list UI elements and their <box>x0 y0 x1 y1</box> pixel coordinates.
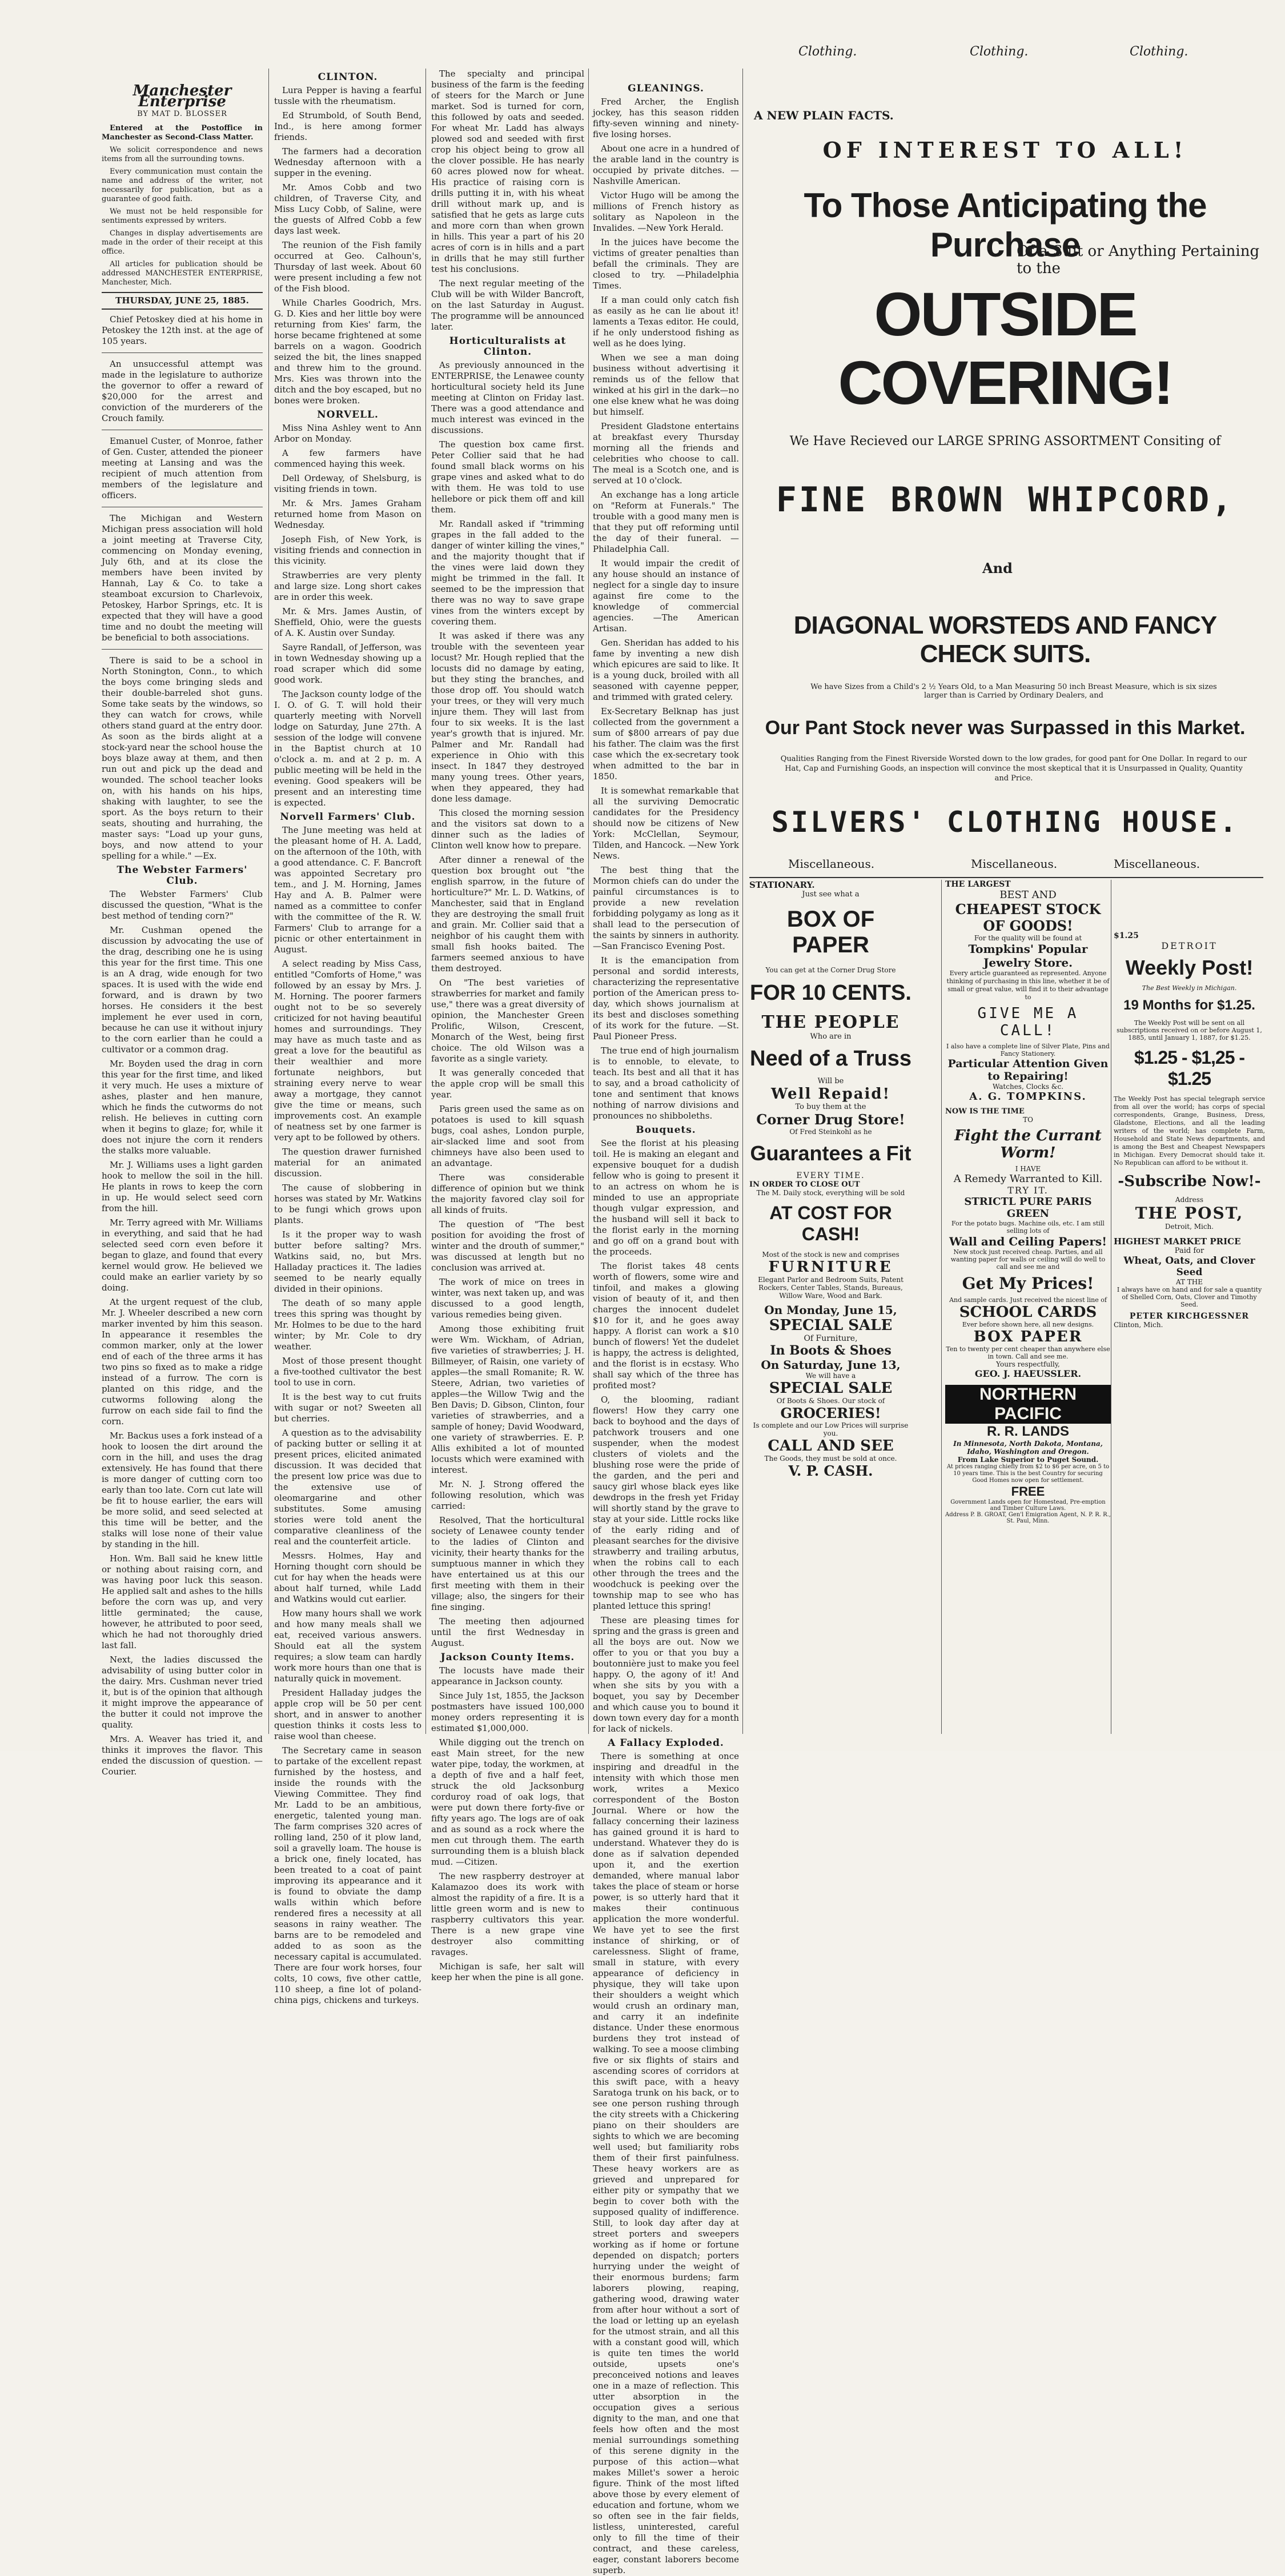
found-at: For the quality will be found at <box>974 934 1082 942</box>
article-paragraph: The question of "The best position for avoiding the frost of winter and the drouth of summer," was discussed at length but no conclusion was arrived at. <box>431 1219 584 1273</box>
article-paragraph: When we see a man doing business without advertising it reminds us of the fellow that winked at his girl in the dark—no one else knew what he was doing but himself. <box>593 352 739 417</box>
article-paragraph: Messrs. Holmes, Hay and Horning thought corn should be cut for hay when the heads were about half turned, while Ladd and Watkins would cut earlier. <box>274 1551 421 1604</box>
box-paper: BOX PAPER <box>973 1328 1083 1345</box>
article-paragraph: Mr. Amos Cobb and two children, of Traverse City, and Miss Lucy Cobb, of Saline, were the guests of Alfred Cobb a few days last week. <box>274 182 421 236</box>
close-out: IN ORDER TO CLOSE OUT <box>749 1180 860 1189</box>
guarantees-fit: Guarantees a Fit <box>750 1141 911 1165</box>
ad-misc-2: Miscellaneous. <box>971 857 1058 871</box>
best-weekly: The Best Weekly in Michigan. <box>1142 984 1237 992</box>
need-truss: Need of a Truss <box>750 1047 911 1071</box>
article-paragraph: Emanuel Custer, of Monroe, father of Gen. Custer, attended the pioneer meeting at Lansing and was the recipient of much attention from members of the legislature and officers. <box>102 436 263 500</box>
article-paragraph: Resolved, That the horticultural society of Lenawee county tender to the ladies of Clinton and vicinity, their hearty thanks for the sumptuous manner in which they have entertained us at this our first meeting with them in their village; also, the singers for their fine singing. <box>431 1515 584 1612</box>
wall-papers: Wall and Ceiling Papers! <box>949 1235 1107 1248</box>
rr-lands: R. R. LANDS <box>987 1424 1069 1439</box>
notice: Every communication must contain the name and address of the writer, not necessarily for publication, but as a guarantee of good faith. <box>102 167 263 203</box>
article-paragraph: The best thing that the Mormon chiefs can do under the painful circumstances is to provide a new revelation forbidding polygamy as long as it shall lead to the persecution of the saints by sinners in authority. —San Francisco Evening Post. <box>593 865 739 951</box>
big-price: $1.25 - $1,25 - $1.25 <box>1134 1047 1245 1089</box>
article-paragraph: O, the blooming, radiant flowers! How they carry one back to boyhood and the days of patchwork trousers and one suspender, when the modest clusters of violets and the blushing rose were the pride of the garden, and the peri and saucy girl whose black eyes like dewdrops in the fresh yet Friday will shortly stand by the grave to stay at your side. Little rocks like of the early riding and of pleasant searches for the divisive strawberry and trailing arbutus, when the robins call to each other through the trees and the woodchuck is peeking over the township map to see who has planted lettuce this spring! <box>593 1395 739 1611</box>
article-paragraph: President Halladay judges the apple crop will be 50 per cent short, and in answer to another question thinks it costs less to raise wool than cheese. <box>274 1688 421 1741</box>
article-paragraph: Victor Hugo will be among the millions of French history as solitary as Napoleon in the Invalides. —New York Herald. <box>593 190 739 233</box>
article-paragraph: There is said to be a school in North Stonington, Conn., to which the boys come bringing sleds and their double-barreled shot guns. Some take seats by the windows, so they can watch for crows, while others stand guard at the entry door. As soon as the birds alight at a stock-yard near the school house the boys blaze away at them, and then run out and pick up the dead and wounded. The school teacher looks on, with his hands on his hips, shaking with laughter, to see the sport. As the boys return to their seats, shouting and hurrahing, the master says: "Load up your guns, boys, and now attend to your spelling for a while." —Ex. <box>102 655 263 861</box>
article-paragraph: It is the emancipation from personal and sordid interests, characterizing the representative portion of the American press to-day, which shows journalism at its best and discloses something of its work for the future. —St. Paul Pioneer Press. <box>593 955 739 1041</box>
every-article: Every article guaranteed as represented. Anyone thinking of purchasing in this line, whether it be of small or great value, will find it to their advantage to <box>946 969 1110 1001</box>
article-paragraph: Mr. J. Williams uses a light garden hook to mellow the soil in the hill. He plants in rows to keep the corn in up. He would select seed corn from the hill. <box>102 1160 263 1213</box>
article-paragraph: The death of so many apple trees this spring was thought by Mr. Holmes to be due to the hard winter; by Mr. Cole to dry weather. <box>274 1298 421 1352</box>
header-clothing-2: Clothing. <box>970 45 1029 59</box>
paris-green: STRICTL PURE PARIS GREEN <box>964 1196 1092 1220</box>
article-paragraph: Is it the proper way to wash butter before salting? Mrs. Watkins said, no, but Mrs. Halladay practices it. The ladies seemed to be nearly equally divided in their opinions. <box>274 1229 421 1294</box>
of-furniture: Of Furniture, <box>804 1334 858 1343</box>
highest-price: HIGHEST MARKET PRICE <box>1114 1236 1241 1247</box>
article-paragraph: The cause of slobbering in horses was stated by Mr. Watkins to be fungi which grows upon plants. <box>274 1183 421 1225</box>
header-clothing-1: Clothing. <box>798 45 857 59</box>
article-paragraph: Mr. Cushman opened the discussion by advocating the use of the drag, describing one he is using this year for the first time. This one is an A drag, wide enough for two spaces. It is used with the wide end forward, and is drawn by two horses. He considers it the best implement he ever used in corn, because he can use it without injury to the corn earlier than he could a cultivator or a common drag. <box>102 925 263 1055</box>
article-paragraph: Mr. Boyden used the drag in corn this year for the first time, and liked it very much. He uses a mixture of ashes, plaster and hen manure, which he finds the cutworms do not relish. He believes in cutting corn when it begins to glaze; for, while it does not injure the corn it renders the stalks more valuable. <box>102 1059 263 1156</box>
get-prices: Get My Prices! <box>962 1274 1094 1293</box>
remedy: A Remedy Warranted to Kill. <box>953 1173 1103 1185</box>
notice: All articles for publication should be addressed MANCHESTER ENTERPRISE, Manchester, Mich. <box>102 260 263 287</box>
currant-worm: Fight the Currant Worm! <box>954 1127 1102 1161</box>
groceries: GROCERIES! <box>780 1405 881 1421</box>
article-paragraph: The reunion of the Fish family occurred at Geo. Calhoun's, Thursday of last week. About 60 were present including a few not of the Fish blood. <box>274 240 421 294</box>
northern-pacific: NORTHERN PACIFIC <box>945 1385 1111 1424</box>
the-people: THE PEOPLE <box>761 1012 900 1032</box>
article-paragraph: The work of mice on trees in winter, was next taken up, and was discussed to a good length, various remedies being given. <box>431 1277 584 1320</box>
article-paragraph: Mr. N. J. Strong offered the following resolution, which was carried: <box>431 1479 584 1511</box>
article-heading: NORVELL. <box>317 409 379 420</box>
to: TO <box>1023 1116 1033 1124</box>
stock-new: Most of the stock is new and comprises <box>762 1251 900 1259</box>
np-prices: At prices ranging chiefly from $2 to $6 per acre, on 5 to 10 years time. This is the best Country for securing Good Homes now open for settlement. <box>946 1464 1110 1484</box>
just-see: Just see what a <box>802 890 860 899</box>
article-heading: GLEANINGS. <box>628 83 704 94</box>
who-are: Who are in <box>810 1032 852 1041</box>
monday-sale: On Monday, June 15, <box>764 1303 897 1317</box>
corner-drug: You can get at the Corner Drug Store <box>765 966 896 974</box>
ad-silvers-house: SILVERS' CLOTHING HOUSE. <box>771 806 1239 839</box>
at-the: AT THE <box>1175 1278 1203 1286</box>
article-paragraph: Ex-Secretary Belknap has just collected from the government a sum of $800 arrears of pay due his father. The claim was the first case which the ex-secretary took when admitted to the bar in 1850. <box>593 706 739 782</box>
post-special: The Weekly Post has special telegraph service from all over the world; has corps of special correspondents, Grange, Business, Dress, Gladstone, Elections, and all the leading writers of the world; has complete Farm, Household and State News departments, and is among the Best and Cheapest Newspapers in Michigan. Every Democrat should take it. No Republican can afford to be without it. <box>1114 1095 1265 1167</box>
best-and: BEST AND <box>999 889 1057 901</box>
column-rule <box>588 69 589 1734</box>
boots-stock: Of Boots & Shoes. Our stock of <box>776 1397 885 1405</box>
article-paragraph: How many hours shall we work and how many meals shall we eat, received various answers. Should eat all the system requires; a slow team can hardly work more hours than one that is naturally quick in movement. <box>274 1608 421 1684</box>
np-states: In Minnesota, North Dakota, Montana, Idaho, Washington and Oregon. <box>953 1440 1103 1456</box>
article-paragraph: Mr. & Mrs. James Austin, of Sheffield, Ohio, were the guests of A. K. Austin over Sunday. <box>274 606 421 638</box>
article-paragraph: Michigan is safe, her salt will keep her when the pine is all gone. <box>431 1961 584 1982</box>
column-rule <box>742 69 743 1734</box>
article-paragraph: The June meeting was held at the pleasant home of H. A. Ladd, on the afternoon of the 10th, with a good attendance. C. F. Bancroft was appointed Secretary pro tem., and J. M. Horning, James Hay and A. B. Palmer were named as a committee to confer with the committee of the R. W. Farmers' Club to arrange for a picnic or other entertainment in August. <box>274 825 421 955</box>
special-sale-1: SPECIAL SALE <box>769 1317 893 1334</box>
goods-sold: The Goods, they must be sold at once. <box>764 1455 897 1463</box>
ad-misc-1: Miscellaneous. <box>788 857 875 871</box>
article-paragraph: On "The best varieties of strawberries for market and family use," there was a great diversity of opinion, the Manchester Green Prolific, Wilson, Crescent, Monarch of the West, being first choice. The old Wilson was a favorite as a single variety. <box>431 977 584 1064</box>
article-heading: Jackson County Items. <box>440 1652 575 1663</box>
article-paragraph: Dell Ordeway, of Shelsburg, is visiting friends in town. <box>274 473 421 494</box>
article-paragraph: This closed the morning session and the visitors sat down to a dinner such as the ladies of Clinton well know how to prepare. <box>431 808 584 851</box>
article-paragraph: The florist takes 48 cents worth of flowers, some wire and tinfoil, and makes a glowing vision of beauty of it, and then charges the innocent dudelet $10 for it, and he goes away happy. A florist can work a $10 bunch of flowers! Yet the dudelet is happy, the actress is delighted, and the florist is in ecstasy. Who shall say which of the three has profited most? <box>593 1261 739 1391</box>
article-paragraph: Sayre Randall, of Jefferson, was in town Wednesday showing up a road scraper which did some good work. <box>274 642 421 685</box>
cost-for-cash: AT COST FOR CASH! <box>769 1203 892 1244</box>
daily-stock: The M. Daily stock, everything will be sold <box>756 1189 905 1197</box>
potato-bugs: For the potato bugs. Machine oils, etc. I am still selling lots of <box>951 1220 1105 1235</box>
call-and-see: CALL AND SEE <box>768 1437 894 1455</box>
ad-divider <box>749 877 1263 878</box>
always-have: I always have on hand and for sale a quantity of Shelled Corn, Oats, Clover and Timothy Seed. <box>1117 1286 1262 1308</box>
article-paragraph: There is something at once inspiring and dreadful in the intensity with which those men work, writes a Mexico correspondent of the Boston Journal. Where or how the fallacy concerning their laziness has gained ground it is hard to understand. Whatever they do is done as if salvation depended upon it, and the exertion demanded, where manual labor takes the place of steam or horse power, is so utterly hard that it makes their continuous application the more wonderful. We have yet to see the first instance of shirking, or of carelessness. Slight of frame, small in stature, with every appearance of deficiency in physique, they will take upon their shoulders a weight which would crush an ordinary man, and carry it an indefinite distance. Under these enormous burdens they trot instead of walking. To see a moose climbing five or six flights of stairs and ascending scores of corridors at this swift pace, with a heavy Saratoga trunk on his back, or to see one person rushing through the city streets with a Chickering piano on their shoulders are sights to which we are becoming well used; but familiarity robs them of their first painfulness. These heavy workers are as grieved and unprepared for either pity or sympathy that we begin to cover both with the supposed quality of indifference. Still, to look day after day at street porters and sweepers working as if home or fortune depended on dispatch; porters hurrying under the weight of their enormous burdens; farm laborers plowing, reaping, gathering wood, drawing water from after hour without a sort of the load or letting up an eyelash for the utmost strain, and all this with a constant good will, which is quite ten times the world outside, upsets one's preconceived notions and leaves one in a maze of reflection. This utter absorption in the occupation gives a serious dignity to the man, and one that feels how often and the most menial surroundings something of this serene dignity in the purpose of this action—what makes Millet's sower a heroic figure. Think of the most lifted above those by every element of education and fortune, whom we so often see in the fair fields, listless, uninterested, careful only to fill the time of their contract, and these careless, eager, constant laborers become superb. <box>593 1751 739 2575</box>
stationary: STATIONARY. <box>749 880 815 890</box>
every-time: EVERY TIME. <box>796 1171 865 1180</box>
kirchgessner: PETER KIRCHGESSNER <box>1129 1312 1250 1321</box>
article-paragraph: President Gladstone entertains at breakfast every Thursday morning all the friends and celebrities who choose to call. The meal is a Scotch one, and is served at 10 o'clock. <box>593 421 739 486</box>
column-3 <box>431 69 584 1982</box>
article-paragraph: The question box came first. Peter Collier said that he had found small black worms on his grape vines and asked what to do with them. He was told to use hellebore or pick them off and kill them. <box>431 439 584 515</box>
article-paragraph: The new raspberry destroyer at Kalamazoo does its work with almost the rapidity of a fire. It is a little green worm and is new to raspberry cultivators this year. There is a new grape vine destroyer also committing ravages. <box>431 1871 584 1957</box>
ad-column-post <box>1114 880 1265 1751</box>
haeussler: GEO. J. HAEUSSLER. <box>974 1368 1082 1379</box>
article-paragraph: Lura Pepper is having a fearful tussle with the rheumatism. <box>274 85 421 106</box>
article-paragraph: It would impair the credit of any house should an instance of neglect for a single day to insure against fire come to the knowledge of commercial agencies. —The American Artisan. <box>593 558 739 634</box>
article-paragraph: A few farmers have commenced haying this week. <box>274 448 421 469</box>
article-paragraph: The locusts have made their appearance in Jackson county. <box>431 1665 584 1686</box>
article-paragraph: The Secretary came in season to partake of the excellent repast furnished by the hostess, and inside the rounds with the Viewing Committee. They find Mr. Ladd to be an ambitious, energetic, talented young man. The farm comprises 320 acres of rolling land, 250 of it plow land, soil a gravelly loam. The house is a brick one, finely located, has been treated to a coat of paint improving its appearance and it is found to obviate the damp walls within which before rendered fires a necessity at all seasons in rainy weather. The barns are to be remodeled and added to as soon as the necessary capital is accumulated. There are four work horses, four colts, 10 cows, five other cattle, 110 sheep, a fine lot of poland-china pigs, chickens and turkeys. <box>274 1745 421 2005</box>
np-lake: From Lake Superior to Puget Sound. <box>957 1456 1099 1464</box>
ad-interest: OF INTEREST TO ALL! <box>822 137 1188 163</box>
article-paragraph: Joseph Fish, of New York, is visiting friends and connection in this vicinity. <box>274 534 421 566</box>
weekly-post: Weekly Post! <box>1125 956 1254 979</box>
article-paragraph: Fred Archer, the English jockey, has this season ridden fifty-seven winning and ninety-five losing horses. <box>593 97 739 139</box>
np-address: Address P. B. GROAT, Gen'l Emigration Agent, N. P. R. R., St. Paul, Minn. <box>945 1512 1111 1524</box>
entered-notice: Entered at the Postoffice in Manchester as Second-Class Matter. <box>102 124 263 142</box>
will-have: We will have a <box>805 1372 856 1380</box>
ad-sizes: We have Sizes from a Child's 2 ½ Years Old, to a Man Measuring 50 inch Breast Measure, which is six sizes larger than is Carried by Ordinary Dealers, and <box>810 683 1217 700</box>
repairing: Particular Attention Given to Repairing! <box>947 1057 1109 1083</box>
elegant-suits: Elegant Parlor and Bedroom Suits, Patent Rockers, Center Tables, Stands, Bureaus, Willow Ware, Wood and Bark. <box>758 1276 903 1300</box>
clothing-advertisement <box>748 80 1262 880</box>
now-time: NOW IS THE TIME <box>945 1107 1025 1116</box>
will-be: Will be <box>817 1077 844 1085</box>
article-paragraph: Miss Nina Ashley went to Ann Arbor on Monday. <box>274 423 421 444</box>
corner-drug-store: Corner Drug Store! <box>756 1111 905 1128</box>
article-heading: A Fallacy Exploded. <box>608 1737 724 1749</box>
column-4 <box>593 80 739 2575</box>
subscribe-now: -Subscribe Now!- <box>1118 1173 1261 1190</box>
article-paragraph: Mr. Backus uses a fork instead of a hook to loosen the dirt around the corn in the hill, and uses the drag extensively. He has found that there is more danger of cutting corn too early than too late. Corn cut late will be fit to house earlier, the ears will be more solid, and seed selected at this time will be better, and the stalks will lose none of their value by standing in the hill. <box>102 1431 263 1549</box>
article-paragraph: A question as to the advisability of packing butter or selling it at present prices, elicited animated discussion. It was decided that the present low price was due to the extensive use of oleomargarine and other substitutes. Some amusing stories were told anent the comparative cleanliness of the real and the counterfeit article. <box>274 1428 421 1547</box>
article-paragraph: Mr. Randall asked if "trimming grapes in the fall added to the danger of winter killing the vines," and the majority thought that if the vines were laid down they might be trimmed in the fall. It seemed to be the impression that there was no way to save grape vines from the winters except by covering them. <box>431 519 584 627</box>
cheapest-stock: CHEAPEST STOCK OF GOODS! <box>955 901 1101 934</box>
column-rule <box>268 69 269 1734</box>
article-paragraph: If a man could only catch fish as easily as he can lie about it! laments a Texas editor. He could, if he only understood fishing as well as he does lying. <box>593 295 739 348</box>
article-paragraph: See the florist at his pleasing toil. He is making an elegant and expensive bouquet for a dudish fellow who is going to present it to an actress on whom he is minded to use an appropriate though vulgar expression, and the husband will sell it back to the florist early in the morning and go off on a grand bout with the proceeds. <box>593 1138 739 1257</box>
largest: THE LARGEST <box>945 880 1011 889</box>
article-paragraph: Mr. Terry agreed with Mr. Williams in everything, and said that he had selected seed corn even before it began to glaze, and found that every kernel would grow. He believed we could make an earlier variety by so doing. <box>102 1217 263 1293</box>
article-paragraph: Ed Strumbold, of South Bend, Ind., is here among former friends. <box>274 110 421 142</box>
column-1 <box>102 82 263 1777</box>
detroit: DETROIT <box>1161 940 1218 951</box>
ad-received: We Have Recieved our LARGE SPRING ASSORTMENT Consiting of <box>789 434 1221 448</box>
article-paragraph: Hon. Wm. Ball said he knew little or nothing about raising corn, and was having poor luck this season. He applied salt and ashes to the hills before the corn was up, and very little germinated; the cause, however, he attributed to poor seed, which he had not thoroughly dried last fall. <box>102 1553 263 1650</box>
notice: We solicit correspondence and news items from all the surrounding towns. <box>102 146 263 163</box>
ad-column-rule <box>941 880 942 1734</box>
ad-anticipating: To Those Anticipating the Purchase <box>804 186 1207 264</box>
np-free: FREE <box>1011 1484 1045 1499</box>
yours: Yours respectfully, <box>996 1360 1060 1368</box>
article-paragraph: The true end of high journalism is to ennoble, to elevate, to teach. Its best and all that it has to say, and a broad catholicity of tone and sentiment that knows nothing of narrow divisions and pronounces no shibboleths. <box>593 1045 739 1121</box>
ad-diagonal: DIAGONAL WORSTEDS AND FANCY CHECK SUITS. <box>793 611 1217 668</box>
article-paragraph: An exchange has a long article on "Reform at Funerals." The trouble with a good many men is that they put off reforming until the day of their funeral. —Philadelphia Call. <box>593 490 739 554</box>
article-paragraph: Most of those present thought a five-toothed cultivator the best tool to use in corn. <box>274 1356 421 1388</box>
issue-date: THURSDAY, JUNE 25, 1885. <box>102 292 263 310</box>
article-paragraph: The farmers had a decoration Wednesday afternoon with a supper in the evening. <box>274 146 421 178</box>
ad-whipcord: FINE BROWN WHIPCORD, <box>776 480 1235 520</box>
article-paragraph: It is the best way to cut fruits with sugar or not? Sweeten all but cherries. <box>274 1392 421 1424</box>
ad-intro: A NEW PLAIN FACTS. <box>754 109 894 122</box>
article-paragraph: An unsuccessful attempt was made in the legislature to authorize the governor to offer a reward of $20,000 for the arrest and conviction of the murderers of the Crouch family. <box>102 359 263 423</box>
article-paragraph: Since July 1st, 1855, the Jackson postmasters have issued 100,000 money orders representing it is estimated $1,000,000. <box>431 1690 584 1733</box>
column-rule <box>425 69 426 1734</box>
article-heading: CLINTON. <box>318 71 378 83</box>
column-2 <box>274 69 421 2005</box>
article-paragraph: The next regular meeting of the Club will be with Wilder Bancroft, on the last Saturday in August. The programme will be announced later. <box>431 278 584 332</box>
tompkins-name: A. G. TOMPKINS. <box>969 1091 1087 1103</box>
fred-steinkohl: Of Fred Steinkohl as he <box>789 1128 872 1136</box>
header-clothing-3: Clothing. <box>1130 45 1188 59</box>
boots-shoes: In Boots & Shoes <box>770 1343 892 1358</box>
ad-pant: Our Pant Stock never was Surpassed in this Market. <box>765 717 1246 739</box>
article-paragraph: Chief Petoskey died at his home in Petoskey the 12th inst. at the age of 105 years. <box>102 314 263 346</box>
article-paragraph: Among those exhibiting fruit were Wm. Wickham, of Adrian, five varieties of strawberries; J. H. Billmeyer, of Raisin, one variety of apples—the small Romanite; R. W. Steere, Adrian, two varieties of apples—the Willow Twig and the Ben Davis; D. Gibson, Clinton, four varieties of strawberries, and a sample of honey; David Woodward, one variety of strawberries. E. P. Allis exhibited a lot of mounted locusts which were examined with interest. <box>431 1324 584 1475</box>
notice: We must not be held responsible for sentiments expressed by writers. <box>102 207 263 225</box>
cheaper: Ten to twenty per cent cheaper than anywhere else in town. Call and see me. <box>946 1345 1110 1360</box>
article-paragraph: These are pleasing times for spring and the grass is green and all the boys are out. Now we offer to you or that you buy a boutonnière just to make you feel happy. O, the agony of it! And when she sits by you with a boquet, you say by December and which cause you to bound it down town every day for a month for lack of nickels. <box>593 1615 739 1734</box>
masthead: Manchester Enterprise <box>132 82 232 110</box>
ad-column-tompkins <box>945 880 1111 1751</box>
i-have: I HAVE <box>1015 1165 1041 1173</box>
ad-quality: Qualities Ranging from the Finest Riverside Worsted down to the low grades, for good pant for One Dollar. In regard to our Hat, Cap and Furnishing Goods, an inspection will convince the most skeptical that it is Unsurpassed in Quality, Quantity and Price. <box>780 755 1247 783</box>
article-paragraph: The meeting then adjourned until the first Wednesday in August. <box>431 1616 584 1648</box>
nineteen-months: 19 Months for $1.25. <box>1123 997 1255 1013</box>
box-of-paper: BOX OF PAPER <box>786 907 875 958</box>
byline: BY MAT D. BLOSSER <box>137 110 227 118</box>
give-call: GIVE ME A CALL! <box>977 1005 1079 1039</box>
watches: Watches, Clocks &c. <box>992 1083 1064 1091</box>
new-stock: New stock just received cheap. Parties, and all wanting paper for walls or ceiling will do well to call and see me and <box>950 1248 1106 1271</box>
also-have: I also have a complete line of Silver Plate, Pins and Fancy Stationery. <box>946 1043 1110 1057</box>
paid-for: Paid for <box>1174 1247 1204 1255</box>
vp-cash: V. P. CASH. <box>788 1463 873 1479</box>
tompkins-store: Tompkins' Popular Jewelry Store. <box>968 942 1088 969</box>
np-govt: Government Lands open for Homestead, Pre-emption and Timber Culture Laws. <box>950 1499 1106 1512</box>
article-paragraph: After dinner a renewal of the question box brought out "the english sparrow, in the future of horticulture?" Mr. L. D. Watkins, of Manchester, said that in England they are destroying the small fruit and grain. Mr. Collier said that a neighbor of his caught them with small fish hooks baited. The farmers seemed anxious to have them destroyed. <box>431 855 584 973</box>
post-price-top: $1.25 <box>1114 931 1139 940</box>
furniture: FURNITURE <box>768 1259 893 1276</box>
article-heading: Bouquets. <box>636 1124 696 1136</box>
ever-shown: Ever before shown here, all new designs. <box>962 1321 1094 1328</box>
the-post: THE POST, <box>1135 1204 1244 1223</box>
ad-and: And <box>982 560 1013 576</box>
article-paragraph: As previously announced in the ENTERPRISE, the Lenawee county horticultural society held its June meeting at Clinton on Friday last. There was a good attendance and much interest was evinced in the discussions. <box>431 360 584 435</box>
article-paragraph: The question drawer furnished material for an animated discussion. <box>274 1147 421 1179</box>
article-paragraph: It was asked if there was any trouble with the seventeen year locust? Mr. Hough replied that the locusts did no damage by eating, but they sting the branches, and those drop off. You should watch your trees, or they will very much injure them. They will last from four to six weeks. It is the last year's growth that is injured. Mr. Palmer and Mr. Randall had experience in Ohio with this insect. In 1847 they destroyed many young trees. Other years, when they appeared, they had done less damage. <box>431 631 584 804</box>
post-city: Detroit, Mich. <box>1164 1223 1214 1231</box>
article-heading: The Webster Farmers' Club. <box>117 864 248 887</box>
saturday-sale: On Saturday, June 13, <box>761 1358 901 1372</box>
sent-until: The Weekly Post will be sent on all subscriptions received on or before August 1, 1885, until January 1, 1887, for $1.25. <box>1117 1019 1262 1041</box>
article-paragraph: The specialty and principal business of the farm is the feeding of steers for the March or June market. Sod is turned for corn, this followed by oats and seeded. For wheat Mr. Ladd has always plowed sod and seeded with first crop his object being to grow all the clover possible. He has nearly 60 acres plowed now for wheat. His practice of raising corn is drills putting it in, with his wheat drill without mark up, and is satisfied that he gets as large cuts and more corn than when grown in hills. This year a part of his 20 acres of corn is in hills and a part in drills that he may still further test his conclusions. <box>431 69 584 274</box>
article-heading: Horticulturalists at Clinton. <box>449 335 567 358</box>
notice: Changes in display advertisements are made in the order of their receipt at this office. <box>102 229 263 256</box>
school-cards: SCHOOL CARDS <box>959 1304 1097 1321</box>
article-paragraph: The Jackson county lodge of the I. O. of G. T. will hold their quarterly meeting with Norvell lodge on Saturday, June 27th. A session of the lodge will convene in the Baptist church at 10 o'clock a. m. and at 2 p. m. A public meeting will be held in the evening. Good speakers will be present and an interesting time is expected. <box>274 689 421 808</box>
article-paragraph: While digging out the trench on east Main street, for the new water pipe, today, the workmen, at a depth of five and a half feet, struck the old Jacksonburg corduroy road of oak logs, that were put down there forty-five or fifty years ago. The logs are of oak and as sound as a rock where the men cut through them. The earth surrounding them is a bluish black mud. —Citizen. <box>431 1737 584 1867</box>
ad-outside-covering: OUTSIDE COVERING! <box>838 279 1172 417</box>
article-paragraph: Mrs. A. Weaver has tried it, and thinks it improves the flavor. This ended the discussion of question. —Courier. <box>102 1734 263 1777</box>
article-paragraph: Next, the ladies discussed the advisability of using butter color in the dairy. Mrs. Cushman never tried it, but is of the opinion that although it might improve the appearance of the butter it could not improve the quality. <box>102 1654 263 1730</box>
try-it: TRY IT. <box>1007 1185 1049 1196</box>
article-paragraph: Paris green used the same as on potatoes is used to kill squash bugs, coal ashes, London purple, air-slacked lime and soot from chimneys have also been used to an advantage. <box>431 1104 584 1168</box>
article-paragraph: The Michigan and Western Michigan press association will hold a joint meeting at Traverse City, commencing on Monday evening, July 6th, and at its close the members have been invited by Hannah, Lay & Co. to take a steamboat excursion to Charlevoix, Petoskey, Harbor Springs, etc. It is expected that they will have a good time and no doubt the meeting will be beneficial to both associations. <box>102 513 263 643</box>
article-paragraph: The Webster Farmers' Club discussed the question, "What is the best method of tending corn?" <box>102 889 263 921</box>
article-paragraph: Strawberries are very plenty and large size. Long short cakes are in order this week. <box>274 570 421 602</box>
article-paragraph: At the urgent request of the club, Mr. J. Wheeler described a new corn marker invented by him this season. In appearance it resembles the common marker, only at the lower end of each of the three arms it has two pins so fixed as to make a ridge instead of a furrow. The corn is planted on this ridge, and the cutworms following along the furrow on each side fail to find the corn. <box>102 1297 263 1427</box>
well-repaid: Well Repaid! <box>770 1085 891 1103</box>
post-address-label: Address <box>1175 1196 1204 1204</box>
article-heading: Norvell Farmers' Club. <box>280 811 416 823</box>
article-paragraph: There was considerable difference of opinion but we think the majority favored clay soil for all kinds of fruits. <box>431 1172 584 1215</box>
low-prices: Is complete and our Low Prices will surprise you. <box>753 1421 909 1437</box>
article-paragraph: About one acre in a hundred of the arable land in the country is occupied by private ditches. —Nashville American. <box>593 143 739 186</box>
article-paragraph: Gen. Sheridan has added to his fame by inventing a new dish which epicures are said to like. It is a young duck, broiled with all seasoned with cayenne pepper, and trimmed with grated celery. <box>593 638 739 702</box>
buy-them: To buy them at the <box>795 1103 866 1111</box>
special-sale-2: SPECIAL SALE <box>769 1380 893 1397</box>
wheat-oats: Wheat, Oats, and Clover Seed <box>1123 1255 1255 1278</box>
article-paragraph: A select reading by Miss Cass, entitled "Comforts of Home," was followed by an essay by Mrs. J. M. Horning. The poorer farmers ought not to be so severely criticized for not having beautiful homes and surroundings. They may have as much taste and as great a love for the beautiful as their wealthier and more fortunate neighbors, but straining every nerve to wear away a mortgage, they cannot give the time or means, such improvements cost. An example of neatness set by one farmer is very apt to be followed by others. <box>274 959 421 1143</box>
article-paragraph: Mr. & Mrs. James Graham returned home from Mason on Wednesday. <box>274 498 421 530</box>
article-paragraph: In the juices have become the victims of greater penalties than befall the criminals. They are closed to try. —Philadelphia Times. <box>593 237 739 291</box>
ad-suit: Of a Suit or Anything Pertaining to the <box>1017 243 1260 277</box>
ten-cents: FOR 10 CENTS. <box>750 981 911 1005</box>
article-paragraph: It was generally conceded that the apple crop will be small this year. <box>431 1068 584 1100</box>
article-paragraph: It is somewhat remarkable that all the surviving Democratic candidates for the Presidency should now be citizens of New York: McClellan, Seymour, Tilden, and Hancock. —New York News. <box>593 786 739 861</box>
article-paragraph: While Charles Goodrich, Mrs. G. D. Kies and her little boy were returning from Kies' farm, the horse became frightened at some barrels on a wagon. Goodrich seized the bit, the lines snapped and threw him to the ground. Mrs. Kies was thrown into the ditch and the boy escaped, but no bones were broken. <box>274 298 421 406</box>
sample-cards: And sample cards. Just received the nicest line of <box>949 1296 1107 1304</box>
ad-misc-3: Miscellaneous. <box>1114 857 1200 871</box>
clinton-mich: Clinton, Mich. <box>1114 1321 1163 1329</box>
ad-column-drugstore <box>749 880 912 1751</box>
